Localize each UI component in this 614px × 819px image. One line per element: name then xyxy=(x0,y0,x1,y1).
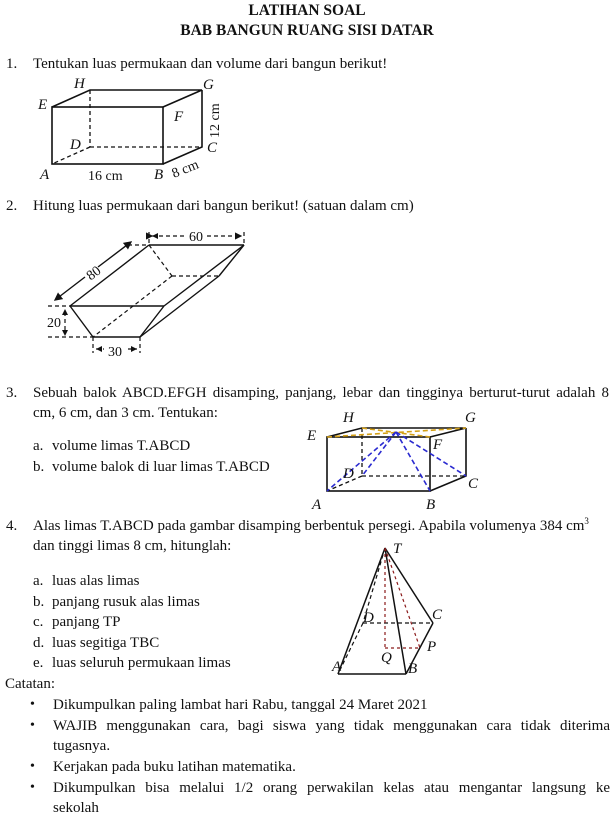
vertex-A: A xyxy=(312,497,322,513)
sub-item-text: panjang TP xyxy=(52,614,121,630)
height-label: 20 xyxy=(47,316,61,331)
vertex-D: D xyxy=(363,610,374,626)
page-subtitle: BAB BANGUN RUANG SISI DATAR xyxy=(180,22,434,39)
vertex-T: T xyxy=(393,541,402,557)
vertex-E: E xyxy=(307,428,317,444)
question-number: 3. xyxy=(6,385,18,401)
note-item-continued: tugasnya. xyxy=(53,738,111,754)
note-item: Dikumpulkan bisa melalui 1/2 orang perwakilan kelas atau mengantar langsung ke xyxy=(53,780,610,796)
bullet-icon: • xyxy=(30,718,35,733)
vertex-A: A xyxy=(332,659,342,675)
bullet-icon: • xyxy=(30,697,35,712)
vertex-C: C xyxy=(468,476,479,492)
vertex-Q: Q xyxy=(381,650,392,666)
vertex-C: C xyxy=(207,140,218,156)
vertex-B: B xyxy=(426,497,436,513)
sub-item-text: luas alas limas xyxy=(52,573,140,589)
vertex-E: E xyxy=(38,97,48,113)
sub-item-letter: a. xyxy=(33,438,44,454)
sub-item-text: luas seluruh permukaan limas xyxy=(52,655,231,671)
question-number: 1. xyxy=(6,56,18,72)
question-number: 2. xyxy=(6,198,18,214)
vertex-B: B xyxy=(408,661,418,677)
vertex-F: F xyxy=(174,109,184,125)
sub-item-letter: a. xyxy=(33,573,44,589)
vertex-H: H xyxy=(74,76,85,92)
question-text: Hitung luas permukaan dari bangun berikut! (satuan dalam cm) xyxy=(33,198,414,214)
height-label: 12 cm xyxy=(208,103,223,138)
bullet-icon: • xyxy=(30,759,35,774)
question-text-line-1: Alas limas T.ABCD pada gambar disamping berbentuk persegi. Apabila volumenya 384 $cm^3$ xyxy=(33,516,589,534)
height-lines xyxy=(385,548,420,648)
sub-item-text: panjang rusuk alas limas xyxy=(52,594,200,610)
vertex-D: D xyxy=(70,137,81,153)
sub-item-text: volume balok di luar limas T.ABCD xyxy=(52,459,270,475)
sub-item-text: volume limas T.ABCD xyxy=(52,438,191,454)
question-number: 4. xyxy=(6,518,18,534)
sub-item-letter: b. xyxy=(33,594,45,610)
length-label: 80 xyxy=(83,263,105,284)
note-item: Dikumpulkan paling lambat hari Rabu, tanggal 24 Maret 2021 xyxy=(53,697,428,713)
question-text-line-2: dan tinggi limas 8 cm, hitunglah: xyxy=(33,538,232,554)
length-label: 16 cm xyxy=(88,169,123,184)
page-title: LATIHAN SOAL xyxy=(248,2,366,19)
note-item: Kerjakan pada buku latihan matematika. xyxy=(53,759,296,775)
top-width-label: 60 xyxy=(189,230,203,245)
vertex-H: H xyxy=(343,410,354,426)
sub-item-letter: b. xyxy=(33,459,45,475)
bullet-icon: • xyxy=(30,780,35,795)
question-text: Tentukan luas permukaan dan volume dari bangun berikut! xyxy=(33,56,388,72)
vertex-G: G xyxy=(203,77,214,93)
notes-label: Catatan: xyxy=(5,676,55,692)
superscript: 3 xyxy=(584,516,589,526)
vertex-P: P xyxy=(427,639,437,655)
sub-item-text: luas segitiga TBC xyxy=(52,635,160,651)
question-text-line-2: cm, 6 cm, dan 3 cm. Tentukan: xyxy=(33,405,218,421)
note-item: WAJIB menggunakan cara, bagi siswa yang tidak menggunakan cara tidak diterima xyxy=(53,718,610,734)
sub-item-letter: e. xyxy=(33,655,44,671)
vertex-C: C xyxy=(432,607,443,623)
bottom-width-label: 30 xyxy=(108,345,122,360)
question-text-line-1: Sebuah balok ABCD.EFGH disamping, panjang, lebar dan tingginya berturut-turut adalah 8 xyxy=(33,385,609,401)
vertex-A: A xyxy=(40,167,50,183)
vertex-F: F xyxy=(433,437,443,453)
sub-item-letter: d. xyxy=(33,635,45,651)
vertex-B: B xyxy=(154,167,164,183)
note-item-continued: sekolah xyxy=(53,800,99,816)
vertex-G: G xyxy=(465,410,476,426)
sub-item-letter: c. xyxy=(33,614,44,630)
vertex-D: D xyxy=(343,466,354,482)
width-label: 8 cm xyxy=(169,157,202,182)
